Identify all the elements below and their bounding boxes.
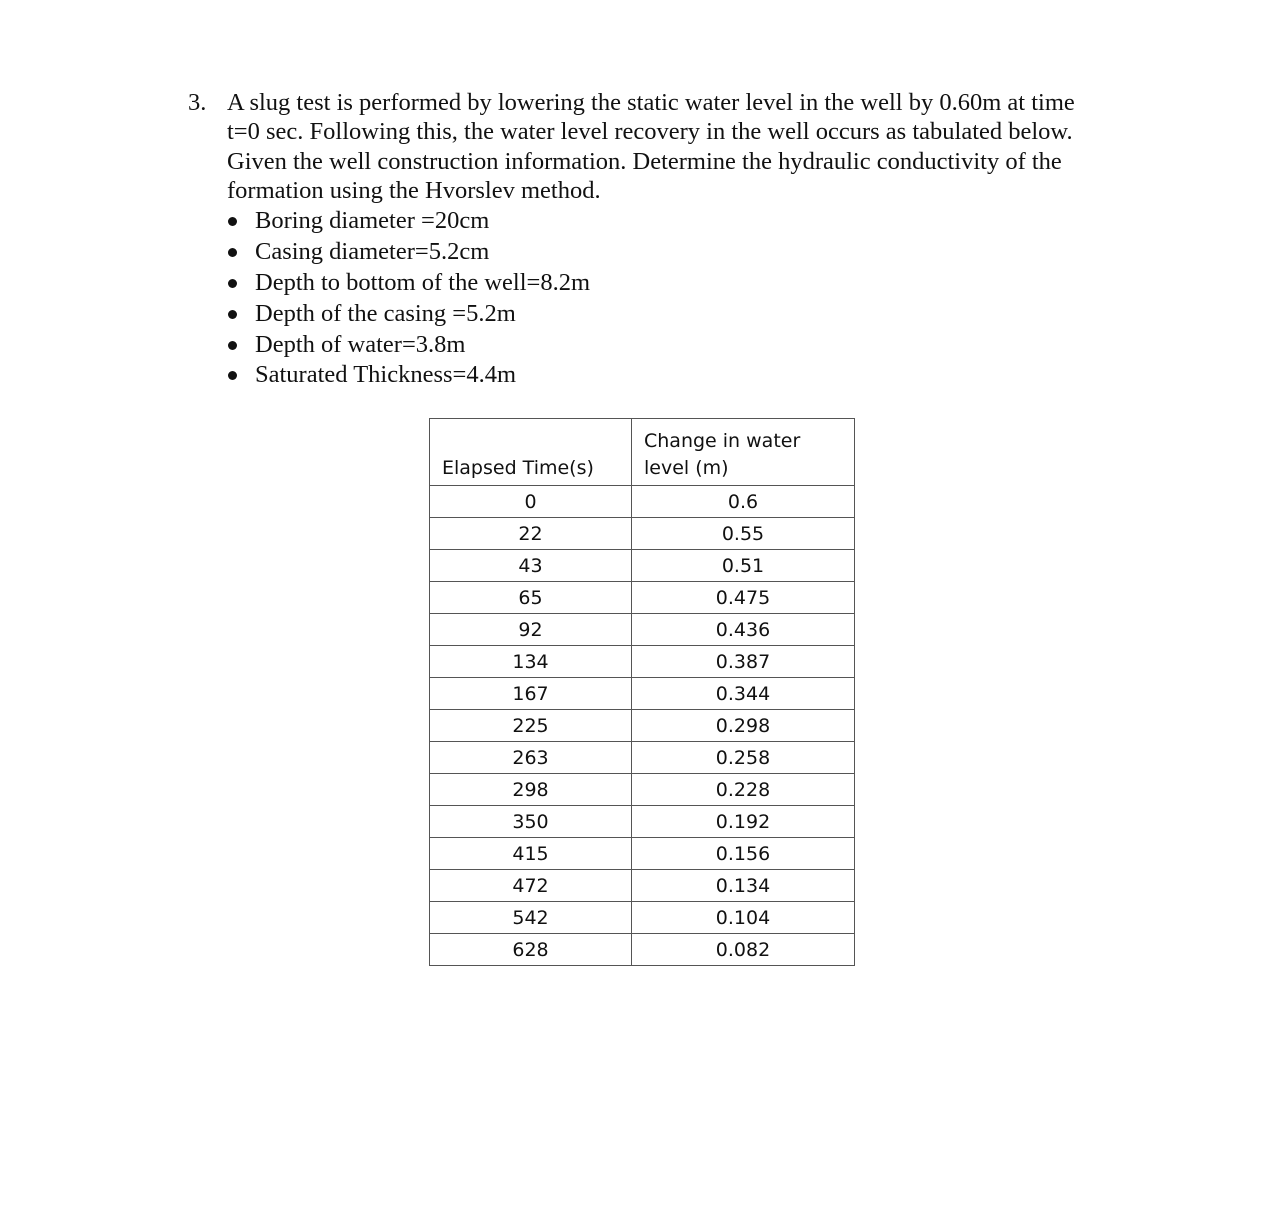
elapsed-time-cell: 298 [430,774,632,806]
table-row [430,838,855,870]
table-row [430,934,855,966]
elapsed-time-cell: 0 [430,486,632,518]
water-level-change-cell: 0.475 [632,582,855,614]
recovery-table [429,418,855,966]
water-level-change-cell: 0.258 [632,742,855,774]
water-level-change-cell: 0.344 [632,678,855,710]
bullet-icon [228,341,237,350]
table-row [430,486,855,518]
well-info-list [188,206,590,391]
table-row [430,646,855,678]
elapsed-time-cell: 22 [430,518,632,550]
table-row [430,710,855,742]
table-row [430,518,855,550]
bullet-icon [228,279,237,288]
header-elapsed-time: Elapsed Time(s) [430,419,632,486]
list-item [188,360,590,391]
list-item-text: Saturated Thickness=4.4m [255,361,517,389]
elapsed-time-cell: 65 [430,582,632,614]
elapsed-time-cell: 350 [430,806,632,838]
list-item [188,299,590,330]
bullet-icon [228,371,237,380]
elapsed-time-cell: 472 [430,870,632,902]
table-row [430,582,855,614]
water-level-change-cell: 0.436 [632,614,855,646]
water-level-change-cell: 0.104 [632,902,855,934]
bullet-icon [228,248,237,257]
table-row [430,902,855,934]
water-level-change-cell: 0.51 [632,550,855,582]
table-row [430,550,855,582]
table-row [430,774,855,806]
list-item-text: Boring diameter =20cm [255,207,490,234]
problem-line: formation using the Hvorslev method. [227,176,601,204]
elapsed-time-cell: 43 [430,550,632,582]
list-item [188,268,590,299]
problem-line: A slug test is performed by lowering the static water level in the well by 0.60m at time [227,89,1075,116]
water-level-change-cell: 0.55 [632,518,855,550]
elapsed-time-cell: 167 [430,678,632,710]
list-item [188,237,590,268]
list-item [188,330,590,361]
table-row [430,742,855,774]
problem-number: 3. [188,89,207,116]
table-row [430,806,855,838]
elapsed-time-cell: 225 [430,710,632,742]
elapsed-time-cell: 415 [430,838,632,870]
water-level-change-cell: 0.134 [632,870,855,902]
water-level-change-cell: 0.192 [632,806,855,838]
table-row [430,870,855,902]
list-item-text: Depth to bottom of the well=8.2m [255,268,590,296]
elapsed-time-cell: 542 [430,902,632,934]
water-level-change-cell: 0.156 [632,838,855,870]
table-row [430,678,855,710]
elapsed-time-cell: 134 [430,646,632,678]
list-item-text: Depth of water=3.8m [255,330,466,358]
water-level-change-cell: 0.298 [632,710,855,742]
water-level-change-cell: 0.387 [632,646,855,678]
elapsed-time-cell: 628 [430,934,632,966]
list-item-text: Casing diameter=5.2cm [255,237,490,265]
water-level-change-cell: 0.228 [632,774,855,806]
header-change-in-water-level: Change in water level (m) [632,419,855,486]
list-item-text: Depth of the casing =5.2m [255,299,516,327]
problem-text [227,88,1127,205]
bullet-icon [228,310,237,319]
table-header-row [430,419,855,486]
problem-line: Given the well construction information. Determine the hydraulic conductivity of the [227,147,1062,175]
water-level-change-cell: 0.082 [632,934,855,966]
problem-line: t=0 sec. Following this, the water level recovery in the well occurs as tabulated below. [227,118,1073,146]
table-row [430,614,855,646]
list-item [188,206,590,237]
water-level-change-cell: 0.6 [632,486,855,518]
bullet-icon [228,217,237,226]
elapsed-time-cell: 92 [430,614,632,646]
elapsed-time-cell: 263 [430,742,632,774]
